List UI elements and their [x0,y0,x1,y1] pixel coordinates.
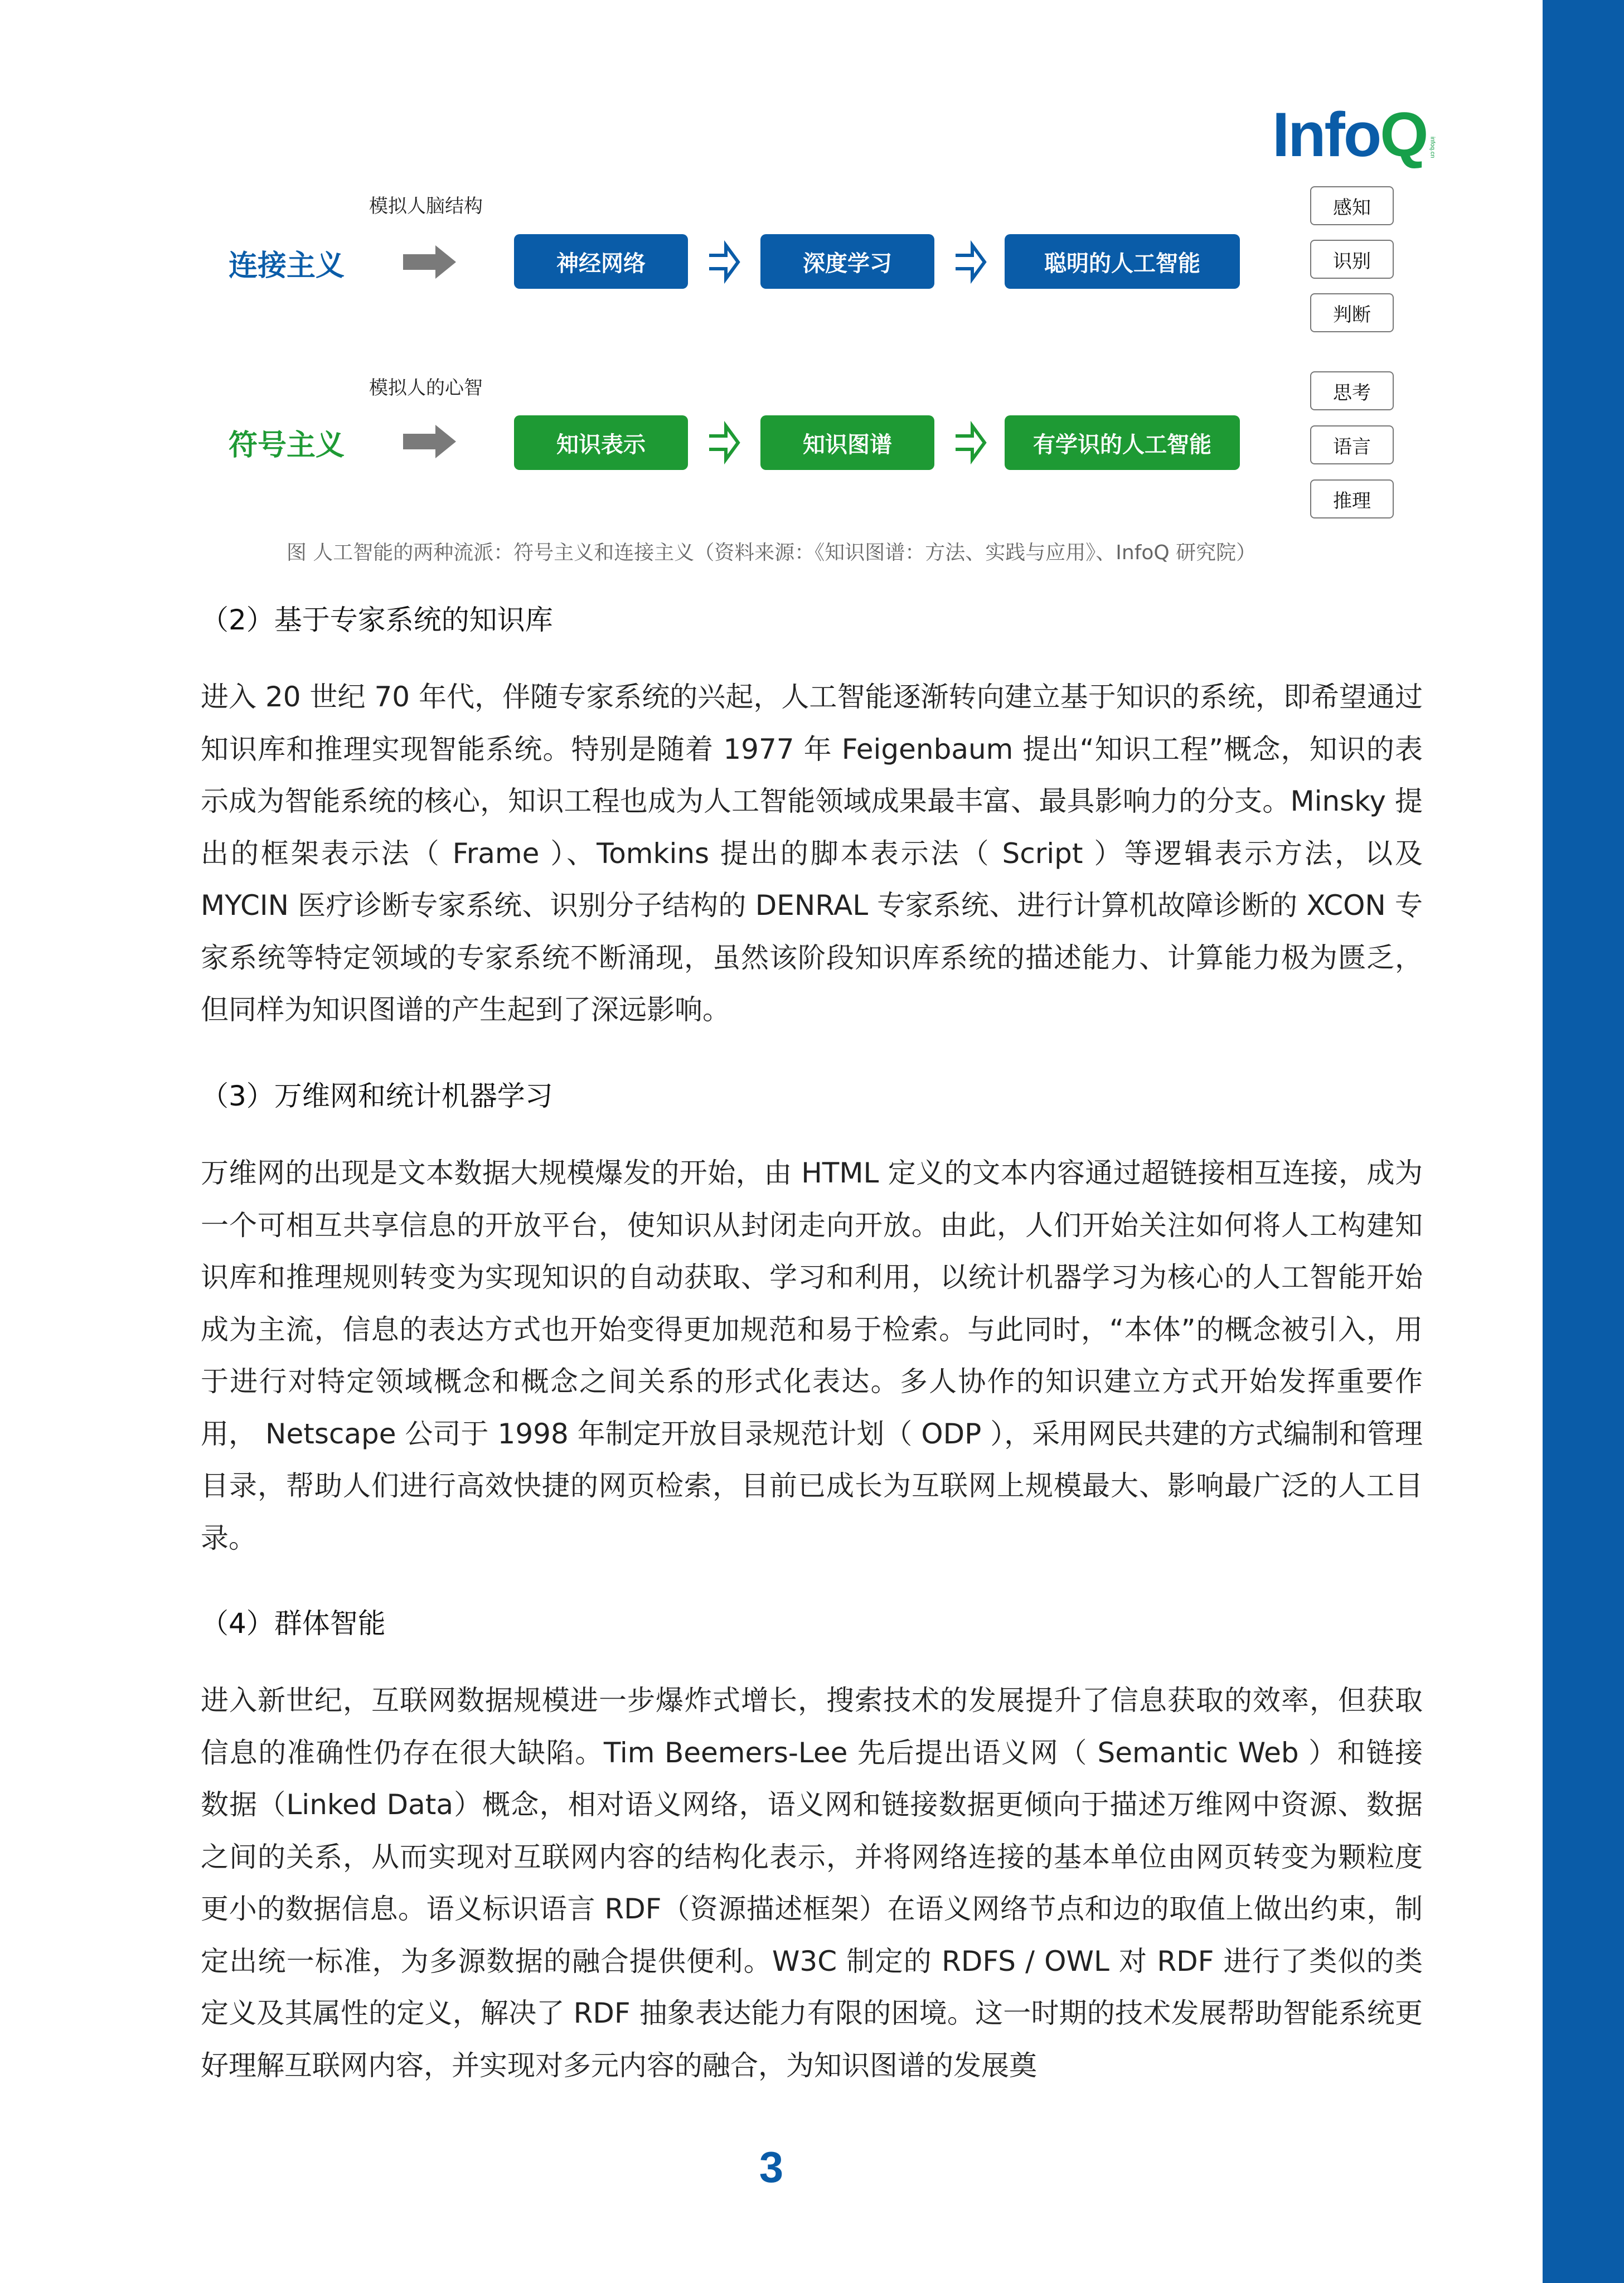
connectionism-open-arrow-icon-2 [953,240,987,284]
symbolism-tag-1: 思考 [1310,371,1394,410]
symbolism-step-3: 有学识的人工智能 [1005,415,1240,470]
symbolism-open-arrow-icon-1 [707,420,740,465]
symbolism-open-arrow-icon-2 [953,420,987,465]
figure-caption: 图 人工智能的两种流派：符号主义和连接主义（资料来源：《知识图谱：方法、实践与应用》、InfoQ 研究院） [286,541,1257,564]
connectionism-step-1: 神经网络 [514,234,688,289]
symbolism-tag-2: 语言 [1310,425,1394,464]
connectionism-tag-3: 判断 [1310,293,1394,332]
logo-info-text: Info [1272,100,1380,169]
infoq-logo [1272,99,1436,169]
connectionism-tag-1: 感知 [1310,186,1394,225]
symbolism-step-2: 知识图谱 [760,415,934,470]
connectionism-tag-2: 识别 [1310,240,1394,279]
section-paragraph-3: 万维网的出现是文本数据大规模爆发的开始，由 HTML 定义的文本内容通过超链接相互连接，成为一个可相互共享信息的开放平台，使知识从封闭走向开放。由此，人们开始关注如何将人工构建知识库和推理规则转变为实现知识的自动获取、学习和利用，以统计机器学习为核心的人工智能开始成为主流，信息的表达方式也开始变得更加规范和易于检索。与此同时，“本体”的概念被引入，用于进行对特定领域概念和概念之间关系的形式化表达。多人协作的知识建立方式开始发挥重要作用， Netscape 公司于 1998 年制定开放目录规范计划（ ODP ），采用网民共建的方式编制和管理目录，帮助人们进行高效快捷的网页检索，目前已成长为互联网上规模最大、影响最广泛的人工目录。 [201,1157,1423,1554]
logo-subtext: infoq.cn [1429,137,1436,158]
connectionism-note: 模拟人脑结构 [369,195,483,217]
section-paragraph-4: 进入新世纪，互联网数据规模进一步爆炸式增长，搜索技术的发展提升了信息获取的效率，但获取信息的准确性仍存在很大缺陷。Tim Beemers-Lee 先后提出语义网（ Semantic Web ）和链接数据（Linked Data）概念，相对语义网络，语义网和链接数据更倾向于描述万维网中资源、数据之间的关系，从而实现对互联网内容的结构化表示，并将网络连接的基本单位由网页转变为颗粒度更小的数据信息。语义标识语言 RDF（资源描述框架）在语义网络节点和边的取值上做出约束，制定出统一标准，为多源数据的融合提供便利。W3C 制定的 RDFS / OWL 对 RDF 进行了类似的类定义及其属性的定义，解决了 RDF 抽象表达能力有限的困境。这一时期的技术发展帮助智能系统更好理解互联网内容，并实现对多元内容的融合，为知识图谱的发展奠 [201,1684,1423,2082]
symbolism-tag-3: 推理 [1310,479,1394,518]
connectionism-arrow-icon [403,245,456,279]
connectionism-open-arrow-icon-1 [707,240,740,284]
connectionism-step-3: 聪明的人工智能 [1005,234,1240,289]
symbolism-label: 符号主义 [229,429,345,462]
section-heading-4: （4）群体智能 [201,1607,386,1640]
connectionism-label: 连接主义 [229,249,345,283]
page-number: 3 [759,2143,784,2192]
section-heading-2: （2）基于专家系统的知识库 [201,604,553,636]
symbolism-arrow-icon [403,425,456,458]
section-heading-3: （3）万维网和统计机器学习 [201,1080,553,1112]
connectionism-step-2: 深度学习 [760,234,934,289]
side-accent-bar [1543,0,1624,2283]
logo-q-letter: Q [1380,100,1427,169]
section-paragraph-2: 进入 20 世纪 70 年代，伴随专家系统的兴起，人工智能逐渐转向建立基于知识的系统，即希望通过知识库和推理实现智能系统。特别是随着 1977 年 Feigenbaum 提出“知识工程”概念，知识的表示成为智能系统的核心，知识工程也成为人工智能领域成果最丰富、最具影响力的分支。Minsky 提出的框架表示法（ Frame ）、Tomkins 提出的脚本表示法（ Script ）等逻辑表示方法，以及 MYCIN 医疗诊断专家系统、识别分子结构的 DENRAL 专家系统、进行计算机故障诊断的 XCON 专家系统等特定领域的专家系统不断涌现，虽然该阶段知识库系统的描述能力、计算能力极为匮乏，但同样为知识图谱的产生起到了深远影响。 [201,681,1423,1026]
symbolism-step-1: 知识表示 [514,415,688,470]
symbolism-note: 模拟人的心智 [369,377,483,399]
